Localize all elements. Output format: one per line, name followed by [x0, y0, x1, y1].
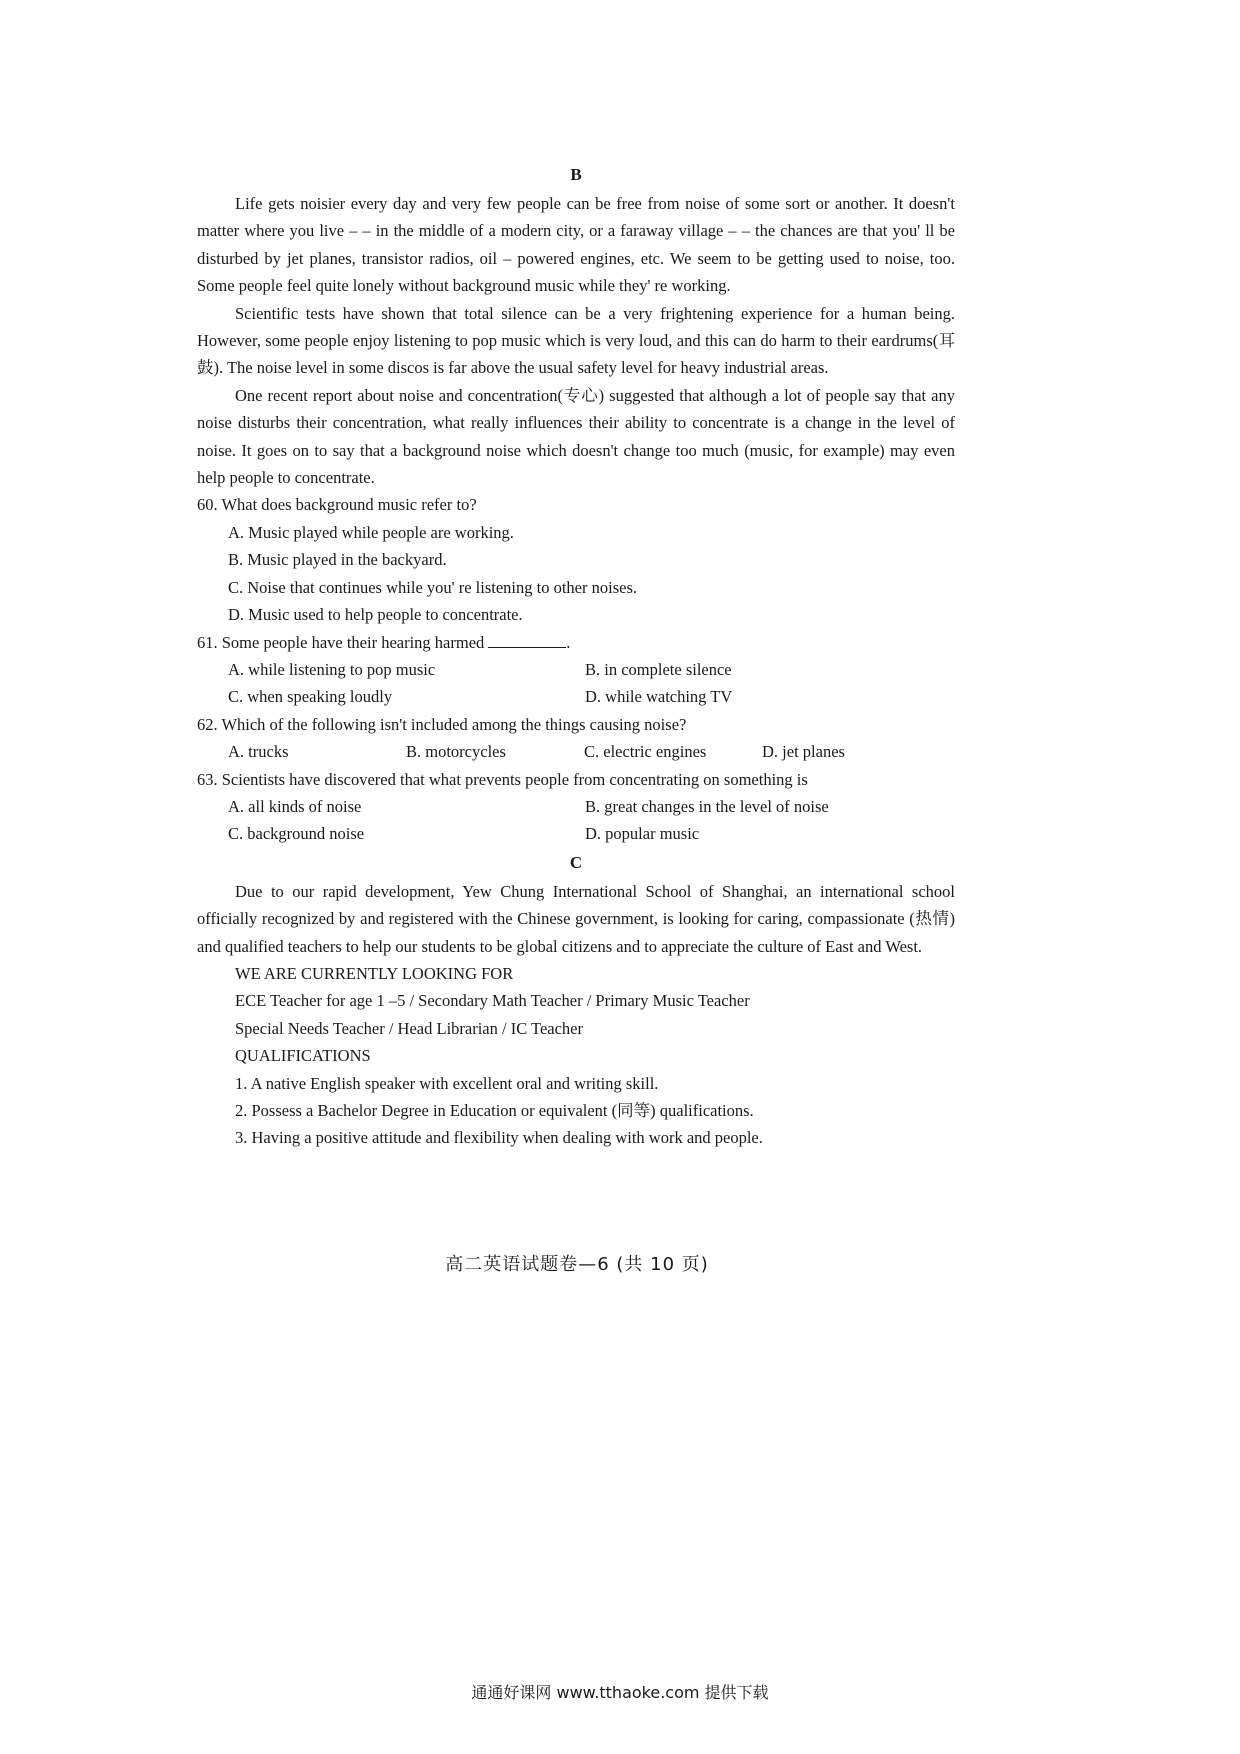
positions-line-1: ECE Teacher for age 1 –5 / Secondary Math Teacher / Primary Music Teacher — [235, 991, 750, 1011]
question-63-stem: 63. Scientists have discovered that what prevents people from concentrating on something is — [197, 769, 808, 789]
question-62-stem: 62. Which of the following isn't included among the things causing noise? — [197, 714, 687, 734]
question-63-option-d: D. popular music — [585, 824, 700, 844]
question-60-option-d: D. Music used to help people to concentrate. — [228, 605, 523, 625]
section-b-heading: B — [570, 165, 582, 184]
question-61-stem: 61. Some people have their hearing harmed — [197, 632, 485, 652]
question-62-option-c: C. electric engines — [584, 742, 707, 762]
question-62-options — [197, 738, 955, 765]
passage-b-paragraph-1: Life gets noisier every day and very few people can be free from noise of some sort or another. It doesn't matter where you live – – in the middle of a modern city, or a faraway village – – the chances are that you' ll be disturbed by jet planes, transistor radios, oil – powered engines, etc. We seem to be getting used to noise, too. Some people feel quite lonely without background music while they' re working. — [197, 194, 955, 296]
looking-for-heading: WE ARE CURRENTLY LOOKING FOR — [235, 963, 514, 983]
question-61-option-d: D. while watching TV — [585, 687, 733, 707]
passage-b-paragraph-3: One recent report about noise and concentration(专心) suggested that although a lot of people say that any noise disturbs their concentration, what really influences their ability to concentrate is a change in the level of noise. It goes on to say that a background noise which doesn't change too much (music, for example) may even help people to concentrate. — [197, 385, 955, 488]
passage-c-intro: Due to our rapid development, Yew Chung International School of Shanghai, an international school officially recognized by and registered with the Chinese government, is looking for caring, compassionate (热情) and qualified teachers to help our students to be global citizens and to appreciate the culture of East and West. — [197, 881, 955, 956]
question-62-option-a: A. trucks — [228, 742, 289, 762]
question-61-end: . — [566, 632, 571, 652]
passage-b-paragraph-2: Scientific tests have shown that total silence can be a very frightening experience for a human being. However, some people enjoy listening to pop music which is very loud, and this can do harm to their eardrums(耳鼓). The noise level in some discos is far above the usual safety level for heavy industrial areas. — [197, 303, 955, 378]
question-61 — [197, 629, 955, 711]
question-60 — [197, 491, 955, 628]
question-61-option-c: C. when speaking loudly — [228, 687, 393, 707]
question-63-option-b: B. great changes in the level of noise — [585, 796, 829, 816]
source-watermark: 通通好课网 www.tthaoke.com 提供下载 — [471, 1683, 769, 1702]
question-61-line — [197, 629, 955, 656]
question-63-options — [197, 793, 955, 848]
question-63-option-c: C. background noise — [228, 824, 365, 844]
question-62-option-b: B. motorcycles — [406, 742, 506, 762]
question-62 — [197, 711, 955, 766]
qualification-3: 3. Having a positive attitude and flexibility when dealing with work and people. — [235, 1128, 763, 1148]
question-60-option-a: A. Music played while people are working. — [228, 522, 514, 542]
question-61-option-a: A. while listening to pop music — [228, 659, 436, 679]
question-60-stem: 60. What does background music refer to? — [197, 495, 477, 515]
positions-line-2: Special Needs Teacher / Head Librarian / IC Teacher — [235, 1018, 583, 1038]
qualification-2: 2. Possess a Bachelor Degree in Education or equivalent (同等) qualifications. — [235, 1101, 754, 1120]
section-c-heading: C — [569, 852, 583, 872]
answer-blank — [488, 629, 566, 648]
question-63 — [197, 766, 955, 848]
question-62-option-d: D. jet planes — [762, 742, 845, 762]
question-61-options — [197, 656, 955, 711]
page-number-footer: 高二英语试题卷—6 (共 10 页) — [445, 1254, 709, 1275]
qualification-1: 1. A native English speaker with excellent oral and writing skill. — [235, 1073, 659, 1093]
question-60-option-b: B. Music played in the backyard. — [228, 550, 447, 570]
question-60-option-c: C. Noise that continues while you' re listening to other noises. — [228, 577, 637, 597]
qualifications-heading: QUALIFICATIONS — [235, 1046, 371, 1066]
exam-page — [197, 160, 955, 1152]
question-61-option-b: B. in complete silence — [585, 659, 732, 679]
question-63-option-a: A. all kinds of noise — [228, 796, 362, 816]
